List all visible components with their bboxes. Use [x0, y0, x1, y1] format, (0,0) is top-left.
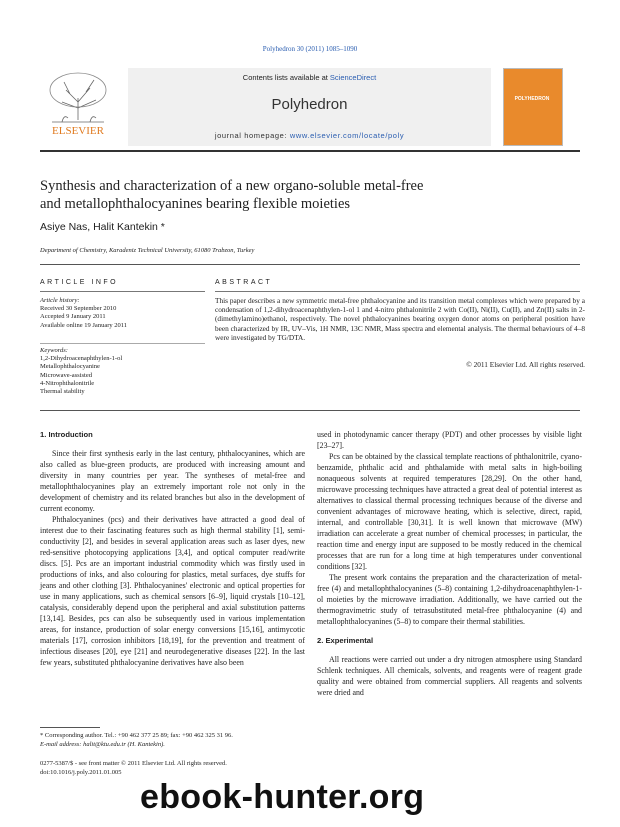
paragraph: Since their first synthesis early in the last century, phthalocyanines, which are also called as blue-green products, are produced with increasing amount and diversity in many countries per year. The syntheses of metal-free and metallophthalocyanines play an extremely important role not only in the development of chemistry and its related branches but also in the development of current economy. — [40, 449, 305, 513]
footnote-divider — [40, 727, 100, 728]
section-heading: 1. Introduction — [40, 430, 93, 439]
footnote — [40, 732, 310, 749]
copyright: © 2011 Elsevier Ltd. All rights reserved. — [466, 360, 585, 369]
elsevier-wordmark: ELSEVIER — [52, 125, 104, 137]
body-column-right — [317, 429, 582, 698]
email-address: E-mail address: halit@ktu.edu.tr (H. Kantekin). — [40, 740, 165, 748]
paragraph: used in photodynamic cancer therapy (PDT) and other processes by visible light [23–27]. — [317, 430, 582, 450]
issn-line — [40, 760, 340, 777]
divider — [215, 291, 580, 292]
journal-title: Polyhedron — [271, 96, 348, 113]
contents-line: Contents lists available at ScienceDirect — [242, 73, 377, 82]
journal-cover-image — [503, 68, 563, 146]
keyword: Metallophthalocyanine — [40, 363, 100, 371]
keyword: 1,2-Dihydroacenaphthylen-1-ol — [40, 355, 123, 363]
front-matter: 0277-5387/$ - see front matter © 2011 Elsevier Ltd. All rights reserved. — [40, 760, 227, 767]
affiliation: Department of Chemistry, Karadeniz Technical University, 61080 Trabzon, Turkey — [40, 247, 255, 254]
divider — [40, 150, 580, 152]
article-title: Synthesis and characterization of a new organo-soluble metal-free — [40, 178, 424, 194]
keyword: 4-Nitrophthalonitrile — [40, 379, 95, 387]
history-item: Available online 19 January 2011 — [40, 321, 128, 329]
paragraph: All reactions were carried out under a dry nitrogen atmosphere using Standard Schlenk techniques. All chemicals, solvents, and reagents were of reagent grade quality and were obtained from commercial suppliers. All reagents and solvents were dried and — [317, 655, 582, 697]
history-label: Article history: — [40, 297, 80, 304]
divider — [40, 343, 205, 344]
keyword: Thermal stability — [40, 388, 85, 396]
divider — [40, 291, 205, 292]
divider — [40, 410, 580, 411]
abstract-text: This paper describes a new symmetric metal-free phthalocyanine and its transition metal complexes which were prepared by a condensation of 1,2-dihydroacenaphthylen-1-ol 1 and 4-nitro phthalonitrile 2 with Co(II), Ni(II), Cu(II), and Zn(II) salts in 2-(dimethylamino)ethanol, respectively. The novel phthalocyanines bearing oxygen donor atoms on peripheral position have been characterized by IR, UV–Vis, 1H NMR, 13C NMR, Mass spectra and elemental analysis. The thermal behaviours of 4–8 were investigated by TG/DTA. — [215, 296, 585, 342]
sciencedirect-link[interactable]: ScienceDirect — [329, 73, 377, 82]
body-column-left — [40, 429, 305, 668]
paragraph: Phthalocyanines (pcs) and their derivatives have attracted a good deal of interest due to their fascinating features such as high thermal stability [1], semi-conductivity [2], and besides in several application areas such as laser dyes, new red-sensitive photocopying applications [3,4], and optical computer read/write discs. [5]. Pcs are an important industrial commodity which was firstly used in productions of inks, and also colouring for plastics, metal surfaces, dye stuffs for jeans and other clothing [3]. Phthalocyanines' electronic and optical properties for use in many applications, such as chemical sensors [6–9], liquid crystals [10–12], catalysis, considerably depend upon the peripheral and axial substitution patterns [13,14]. Besides, pcs can also be subsequently used in various implementation areas, for instance, production of solar energy conversions [15,16], antimycotic materials [17], corrosion inhibitors [18,19], for the prevention and treatment of infectious diseases [20], eye [21] and neurodegenerative diseases [22]. In the last few years, substituted phthalocyanine derivatives have also been — [40, 515, 305, 667]
authors: Asiye Nas, Halit Kantekin * — [40, 221, 165, 233]
history-item: Accepted 9 January 2011 — [40, 313, 106, 321]
cover-title: POLYHEDRON — [514, 96, 550, 102]
paragraph: The present work contains the preparation and the characterization of metal-free (4) and metallophthalocyanines (5–8) containing 1,2-dihydroacenaphthylen-1-ol moieties by the microwave irradiation. Additionally, we have carried out the thermogravimetric study of tetrasubstituted metal-free phthalocyanine (4) and metallophthalocyanines (5–8) to compare their thermal stabilities. — [317, 573, 582, 626]
watermark: ebook-hunter.org — [140, 778, 425, 816]
section-heading: 2. Experimental — [317, 636, 374, 645]
journal-homepage: journal homepage: www.elsevier.com/locate/poly — [214, 131, 405, 140]
corresponding-author: * Corresponding author. Tel.: +90 462 377 25 89; fax: +90 462 325 31 96. — [40, 732, 233, 739]
keywords — [40, 347, 205, 396]
keywords-label: Keywords: — [40, 347, 68, 354]
elsevier-tree-logo-icon — [40, 68, 116, 138]
doi-link[interactable]: doi:10.1016/j.poly.2011.01.005 — [40, 768, 122, 776]
history-item: Received 30 September 2010 — [40, 305, 117, 313]
article-history — [40, 297, 205, 330]
divider — [40, 264, 580, 265]
article-info-heading: ARTICLE INFO — [40, 279, 119, 286]
homepage-link[interactable]: www.elsevier.com/locate/poly — [289, 131, 405, 140]
abstract-heading: ABSTRACT — [215, 279, 273, 286]
paragraph: Pcs can be obtained by the classical template reactions of phthalonitrile, cyano-benzamide, phthalic acid and phthalamide with metal salts in high-boiling nonaqueous solvents at required temperatures [28,29]. On the other hand, microwave processing techniques have attracted a great deal of potential interest as alternatives to classical thermal processing techniques because of the diverse and convenient advantages of microwave heating, which is selective, direct, rapid, internal, and controllable [30,31]. It is well known that microwave (MW) irradiation can accelerate a great number of chemical processes; in particular, the reaction time and energy input are supposed to be mostly reduced in the chemical processes that are run for a long time at high temperatures under conventional conditions [32]. — [317, 452, 582, 571]
keyword: Microwave-assisted — [40, 371, 92, 379]
citation: Polyhedron 30 (2011) 1085–1090 — [262, 45, 358, 53]
article-title-line2: and metallophthalocyanines bearing flexible moieties — [40, 196, 351, 212]
